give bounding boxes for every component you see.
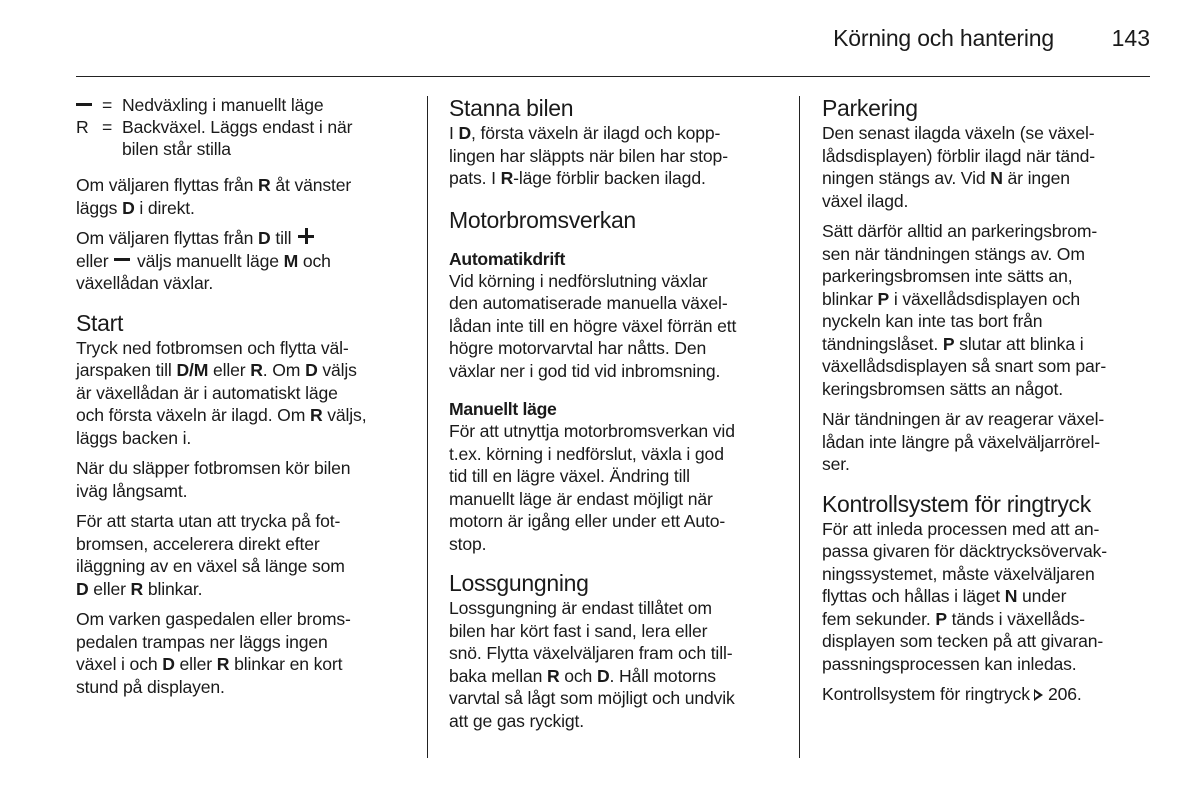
column-3 xyxy=(822,94,1152,714)
paragraph: Om väljaren flyttas från R åt vänster läggs D i direkt. xyxy=(76,175,352,218)
heading-stanna-bilen: Stanna bilen xyxy=(449,95,574,121)
plus-icon xyxy=(298,228,314,244)
cross-reference[interactable]: Kontrollsystem för ringtryck 206. xyxy=(822,684,1082,704)
paragraph: För att inleda processen med att an- passa givaren för däcktrycksövervak- ningssystemet, måste växelväljaren flyttas och hållas i läget N under fem sekunder. P tänds i växellåds- displayen som tecken på att givaran- passningsprocessen kan inledas. xyxy=(822,518,1108,674)
section-title: Körning och hantering xyxy=(833,25,1054,51)
column-divider xyxy=(799,96,800,758)
heading-start: Start xyxy=(76,309,124,336)
subheading-automatikdrift: Automatikdrift xyxy=(449,248,566,269)
page-number: 143 xyxy=(1111,25,1150,51)
page-header xyxy=(76,0,1150,77)
paragraph: När tändningen är av reagerar växel- lådan inte längre på växelväljarrörel- ser. xyxy=(822,409,1105,474)
gear-legend-minus: = Nedväxling i manuellt läge xyxy=(76,94,411,116)
paragraph: Om varken gaspedalen eller broms- pedalen trampas ner läggs ingen växel i och D eller R blinkar en kort stund på displayen. xyxy=(76,609,351,697)
heading-parkering: Parkering xyxy=(822,95,918,121)
column-1 xyxy=(76,94,411,706)
minus-icon xyxy=(76,94,102,116)
column-2 xyxy=(449,94,784,740)
heading-motorbromsverkan: Motorbromsverkan xyxy=(449,206,636,233)
paragraph: När du släpper fotbromsen kör bilen iväg långsamt. xyxy=(76,458,351,501)
paragraph: I D, första växeln är ilagd och kopp- lingen har släppts när bilen har stop- pats. I R-läge förblir backen ilagd. xyxy=(449,123,728,188)
heading-lossgungning: Lossgungning xyxy=(449,570,589,596)
arrow-right-icon xyxy=(1034,689,1043,701)
paragraph: För att utnyttja motorbromsverkan vid t.ex. körning i nedförslut, växla i god tid till en lägre växel. Ändring till manuellt läge är endast möjligt när motorn är igång eller under ett Auto- stop. xyxy=(449,421,735,554)
paragraph: Om väljaren flyttas från D till eller väljs manuellt läge M och växellådan växlar. xyxy=(76,228,331,293)
gear-legend-r: R = Backväxel. Läggs endast i när bilen står stilla xyxy=(76,117,353,159)
heading-kontrollsystem-ringtryck: Kontrollsystem för ringtryck xyxy=(822,490,1091,517)
paragraph: Lossgungning är endast tillåtet om bilen har kört fast i sand, lera eller snö. Flytta växelväljaren fram och till- baka mellan R och D. Håll motorns varvtal så lågt som möjligt och undvik att ge gas ryckigt. xyxy=(449,598,735,731)
paragraph: Den senast ilagda växeln (se växel- lådsdisplayen) förblir ilagd när tänd- ningen stängs av. Vid N är ingen växel ilagd. xyxy=(822,123,1096,211)
paragraph: Sätt därför alltid an parkeringsbrom- sen när tändningen stängs av. Om parkeringsbromsen inte sätts an, blinkar P i växellådsdisplayen och nyckeln kan inte tas bort från tändningslåset. P slutar att blinka i växellådsdisplayen så snart som par- keringsbromsen sätts an något. xyxy=(822,221,1107,399)
column-divider xyxy=(427,96,428,758)
paragraph: För att starta utan att trycka på fot- bromsen, accelerera direkt efter iläggning av en växel så länge som D eller R blinkar. xyxy=(76,511,345,599)
paragraph: Vid körning i nedförslutning växlar den automatiserade manuella växel- lådan inte till en högre växel förrän ett högre motorvarvtal har nåtts. Den växlar ner i god tid vid inbromsning. xyxy=(449,270,737,381)
subheading-manuellt-lage: Manuellt läge xyxy=(449,399,557,419)
paragraph: Tryck ned fotbromsen och flytta väl- jarspaken till D/M eller R. Om D väljs är växellådan är i automatiskt läge och första växeln är ilagd. Om R väljs, läggs backen i. xyxy=(76,337,367,448)
minus-icon xyxy=(114,258,130,261)
